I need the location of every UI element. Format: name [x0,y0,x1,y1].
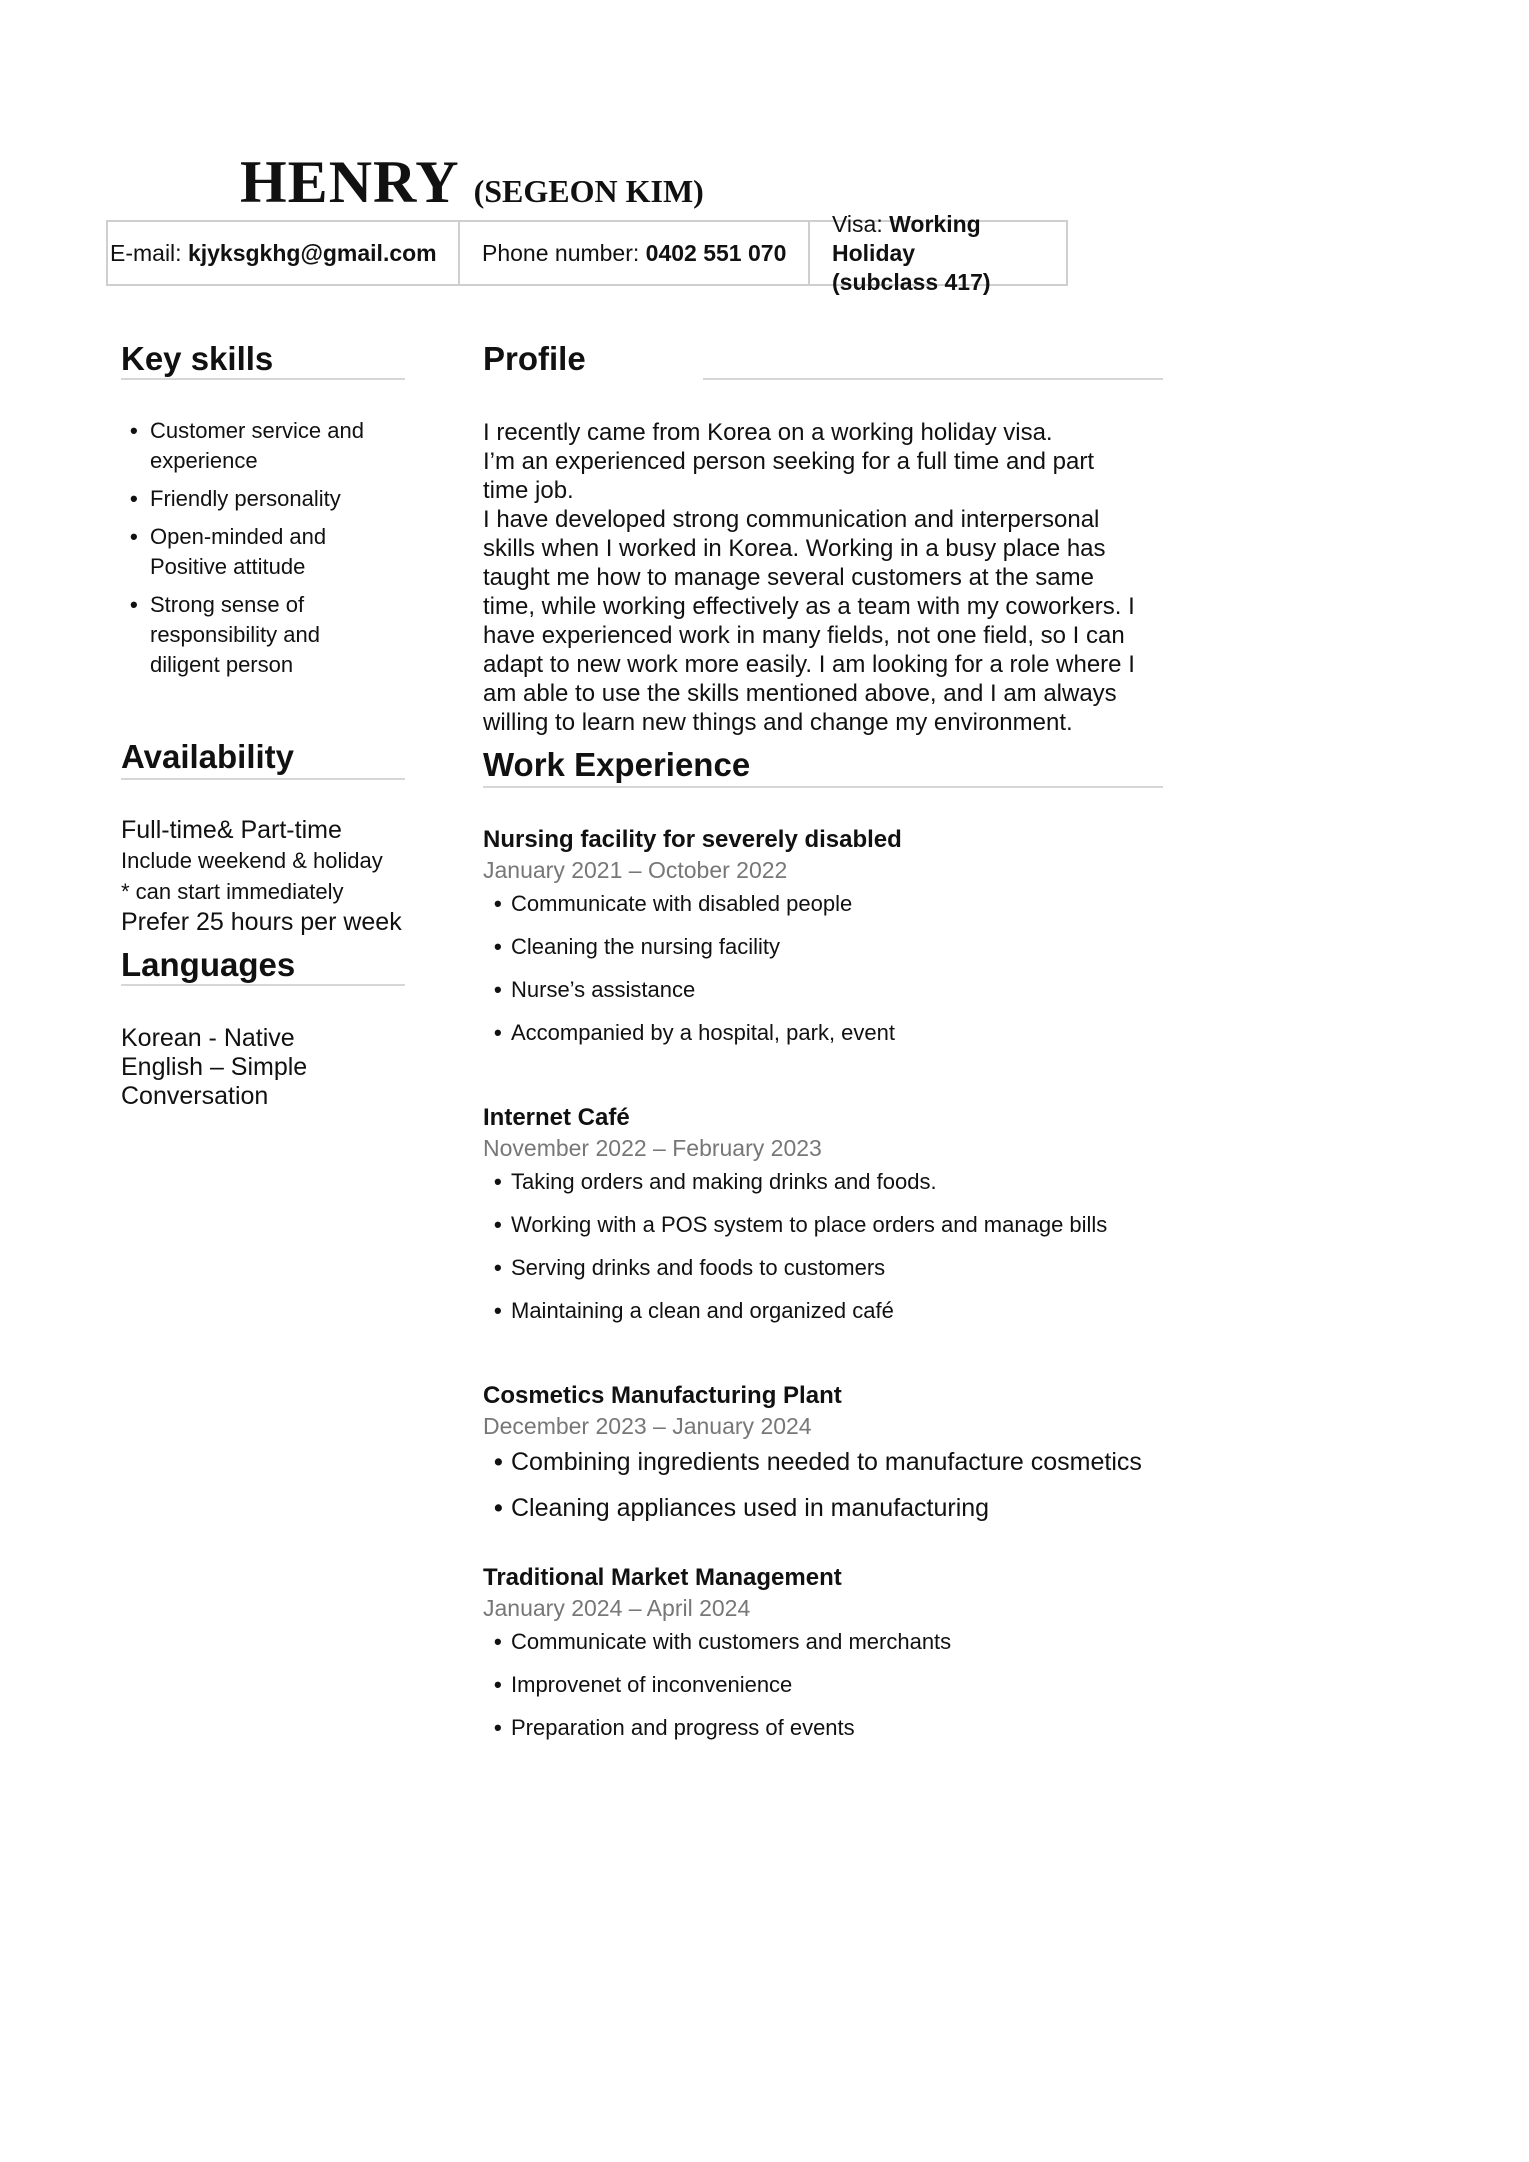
job-duty: • Communicate with customers and merchants [494,1629,952,1654]
language-item: Korean - Native [121,1024,295,1052]
visa-type: Working Holiday [832,210,981,266]
job-title: Nursing facility for severely disabled [483,826,902,853]
resume-name [240,148,704,217]
job-duty: • Combining ingredients needed to manufacture cosmetics [494,1448,1142,1476]
email-value: kjyksgkhg@gmail.com [187,239,437,266]
job-dates: December 2023 – January 2024 [483,1413,812,1439]
skill-item: • Customer service and experience [130,416,420,476]
work-experience-divider [483,786,1163,788]
availability-weekend: Include weekend & holiday [121,848,383,873]
language-item: Conversation [121,1082,269,1110]
email-cell [108,222,458,284]
job-entry [483,1563,1203,1757]
availability-block [121,815,421,937]
job-duty: • Cleaning the nursing facility [494,934,781,959]
job-duty: • Communicate with disabled people [494,891,853,916]
bullet-icon: • [494,1494,503,1522]
phone-value: 0402 551 070 [645,239,787,266]
job-dates: January 2021 – October 2022 [483,857,788,883]
key-skills-heading: Key skills [121,340,274,377]
first-name: HENRY [240,149,460,215]
bullet-icon: • [130,592,138,617]
availability-heading: Availability [121,738,295,775]
name-alias: (SEGEON KIM) [473,173,704,209]
key-skills-divider [121,378,405,380]
bullet-icon: • [494,1298,502,1323]
key-skills-list [130,416,420,688]
job-title: Cosmetics Manufacturing Plant [483,1382,842,1409]
bullet-icon: • [494,1629,502,1654]
job-duty: • Improvenet of inconvenience [494,1672,793,1697]
job-dates: January 2024 – April 2024 [483,1595,751,1621]
job-title: Internet Café [483,1104,630,1131]
bullet-icon: • [494,1715,502,1740]
job-duty: • Maintaining a clean and organized café [494,1298,894,1323]
bullet-icon: • [130,418,138,443]
bullet-icon: • [494,977,502,1002]
bullet-icon: • [494,1255,502,1280]
languages-divider [121,984,405,986]
bullet-icon: • [130,486,138,511]
profile-summary: I recently came from Korea on a working holiday visa. I’m an experienced person seeking for a full time and part time job. I have developed strong communication and interpersonal skills when I worked in Korea. Working in a busy place has taught me how to manage several customers at the same time, while working effectively as a team with my coworkers. I have experienced work in many fields, not one field, so I can adapt to new work more easily. I am looking for a role where I am able to use the skills mentioned above, and I am always willing to learn new things and change my environment. [483,419,1135,736]
bullet-icon: • [494,1020,502,1045]
job-title: Traditional Market Management [483,1564,842,1591]
bullet-icon: • [130,524,138,549]
phone-cell [458,222,808,284]
bullet-icon: • [494,1212,502,1237]
job-duty: • Preparation and progress of events [494,1715,855,1740]
languages-heading: Languages [121,946,296,983]
job-entry [483,1381,1203,1538]
phone-label: Phone number: [482,239,640,266]
bullet-icon: • [494,891,502,916]
language-item: English – Simple [121,1053,308,1081]
job-duty: • Working with a POS system to place orders and manage bills [494,1212,1108,1237]
availability-divider [121,778,405,780]
bullet-icon: • [494,934,502,959]
job-duty: • Cleaning appliances used in manufacturing [494,1494,990,1522]
visa-subclass: (subclass 417) [832,268,991,295]
job-entry [483,825,1203,1062]
profile-heading: Profile [483,340,586,377]
job-duty: • Accompanied by a hospital, park, event [494,1020,896,1045]
work-experience-heading: Work Experience [483,746,751,783]
availability-start: * can start immediately [121,879,344,904]
contact-table [106,210,1068,295]
skill-item: • Friendly personality [130,484,420,514]
job-duty: • Nurse’s assistance [494,977,696,1002]
skill-item: • Open-minded and Positive attitude [130,522,420,582]
bullet-icon: • [494,1169,502,1194]
job-entry [483,1103,1203,1340]
job-dates: November 2022 – February 2023 [483,1135,822,1161]
profile-divider [703,378,1163,380]
skill-item: • Strong sense of responsibility and diligent person [130,590,420,680]
availability-hours: Full-time& Part-time [121,816,342,844]
bullet-icon: • [494,1448,503,1476]
availability-preference: Prefer 25 hours per week [121,908,402,936]
job-duty: • Taking orders and making drinks and foods. [494,1169,937,1194]
visa-label: Visa: [832,210,883,237]
email-label: E-mail: [110,239,182,266]
visa-cell [808,210,1066,295]
languages-list [121,1024,421,1111]
bullet-icon: • [494,1672,502,1697]
job-duty: • Serving drinks and foods to customers [494,1255,886,1280]
